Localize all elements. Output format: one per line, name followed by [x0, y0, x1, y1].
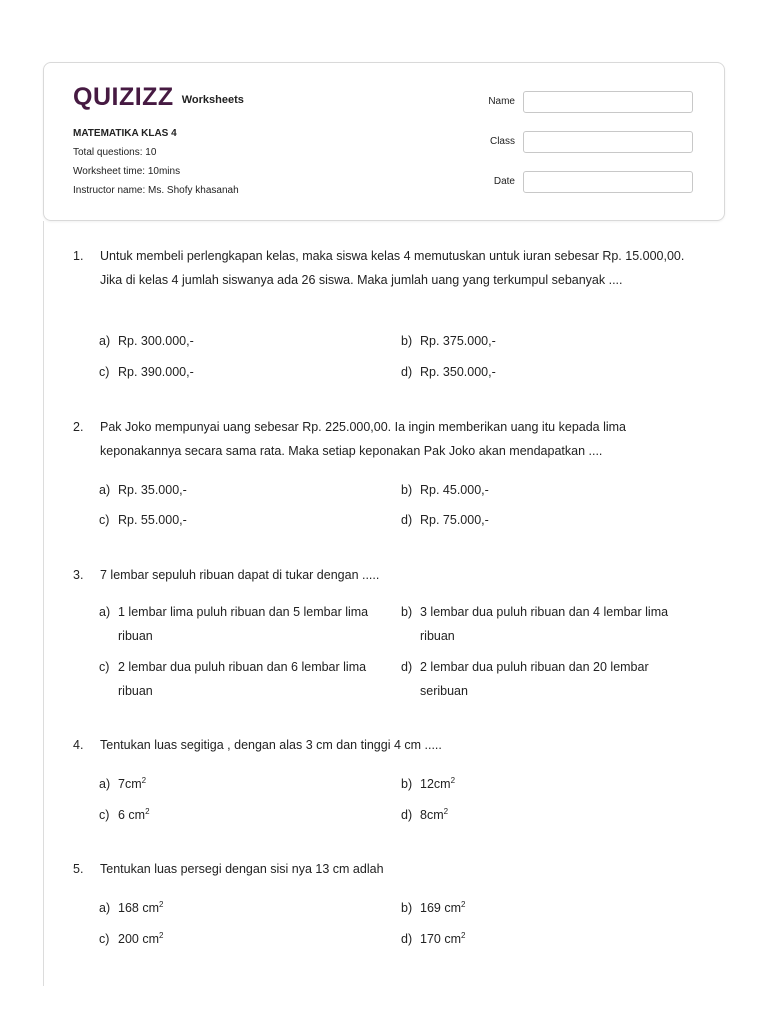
quizizz-logo: QUIZIZZ — [73, 83, 174, 111]
option-text: Rp. 35.000,- — [118, 483, 187, 497]
option-text: $8cm^2$ — [420, 806, 449, 822]
option-letter: c) — [99, 660, 110, 674]
option-text: 1 lembar lima puluh ribuan dan 5 lembar lima ribuan — [118, 605, 369, 643]
option-letter: a) — [99, 605, 111, 619]
option-letter: a) — [99, 483, 111, 497]
option-letter: c) — [99, 808, 110, 822]
option-text: Rp. 55.000,- — [118, 513, 187, 527]
option-text: Rp. 350.000,- — [420, 365, 496, 379]
option-letter: d) — [401, 808, 413, 822]
worksheet-title: MATEMATIKA KLAS 4 — [73, 128, 177, 139]
option-text: Rp. 375.000,- — [420, 334, 496, 348]
option-letter: a) — [99, 777, 111, 791]
option-text: Rp. 390.000,- — [118, 365, 194, 379]
worksheets-label: Worksheets — [181, 94, 244, 106]
name-label: Name — [488, 96, 515, 107]
date-label: Date — [493, 176, 515, 187]
question-text: Tentukan luas persegi dengan sisi nya 13 cm adlah — [100, 862, 384, 876]
question-number: 5. — [73, 862, 84, 876]
option-text: 3 lembar dua puluh ribuan dan 4 lembar lima ribuan — [420, 605, 669, 643]
option-text: 2 lembar dua puluh ribuan dan 20 lembar seribuan — [420, 660, 649, 698]
question-number: 2. — [73, 420, 84, 434]
option-letter: c) — [99, 932, 110, 946]
class-field[interactable] — [523, 131, 693, 153]
total-questions: Total questions: 10 — [73, 147, 157, 158]
option-letter: d) — [401, 932, 413, 946]
question-number: 1. — [73, 249, 84, 263]
option-text: Rp. 45.000,- — [420, 483, 489, 497]
worksheet-time: Worksheet time: 10mins — [73, 166, 181, 177]
option-letter: b) — [401, 901, 413, 915]
option-text: 170 $cm^2$ — [420, 930, 466, 946]
name-field[interactable] — [523, 91, 693, 113]
option-text: Rp. 75.000,- — [420, 513, 489, 527]
question-number: 3. — [73, 568, 84, 582]
page-left-rule — [43, 221, 44, 986]
worksheet-meta — [73, 124, 239, 200]
option-letter: b) — [401, 334, 413, 348]
option-text: 2 lembar dua puluh ribuan dan 6 lembar lima ribuan — [118, 660, 367, 698]
date-field[interactable] — [523, 171, 693, 193]
option-letter: c) — [99, 513, 110, 527]
option-letter: a) — [99, 334, 111, 348]
question-text: Tentukan luas segitiga , dengan alas 3 cm dan tinggi 4 cm ..... — [100, 738, 442, 752]
class-label: Class — [489, 136, 515, 147]
option-text: $12cm^2$ — [420, 775, 456, 791]
option-text: $7cm^2$ — [118, 775, 147, 791]
option-letter: b) — [401, 605, 413, 619]
option-text: 6 $cm^2$ — [118, 806, 150, 822]
instructor-name: Instructor name: Ms. Shofy khasanah — [73, 185, 239, 196]
option-letter: d) — [401, 660, 413, 674]
option-letter: b) — [401, 777, 413, 791]
option-text: 200 $cm^2$ — [118, 930, 164, 946]
question-text: 7 lembar sepuluh ribuan dapat di tukar dengan ..... — [100, 568, 380, 582]
option-letter: b) — [401, 483, 413, 497]
option-text: Rp. 300.000,- — [118, 334, 194, 348]
option-text: 169 $cm^2$ — [420, 899, 466, 915]
option-letter: a) — [99, 901, 111, 915]
question-number: 4. — [73, 738, 84, 752]
question-text: Pak Joko mempunyai uang sebesar Rp. 225.000,00. Ia ingin memberikan uang itu kepada lima keponakannya secara sama rata. Maka setiap keponakan Pak Joko akan mendapatkan .... — [100, 420, 627, 458]
option-letter: d) — [401, 365, 413, 379]
option-letter: c) — [99, 365, 110, 379]
option-text: 168 $cm^2$ — [118, 899, 164, 915]
question-text: Untuk membeli perlengkapan kelas, maka siswa kelas 4 memutuskan untuk iuran sebesar Rp. 15.000,00. Jika di kelas 4 jumlah siswanya ada 26 siswa. Maka jumlah uang yang terkumpul sebanyak .... — [100, 249, 685, 287]
option-letter: d) — [401, 513, 413, 527]
brand — [73, 84, 244, 110]
